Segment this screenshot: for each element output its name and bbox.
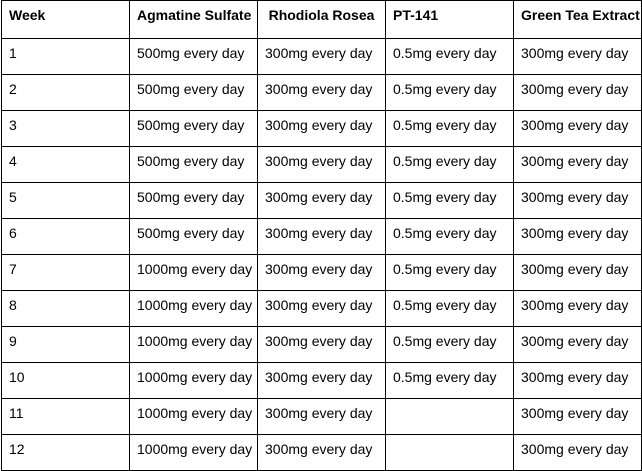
table-row xyxy=(2,291,642,327)
table-row xyxy=(2,363,642,399)
agmatine-sulfate-cell: 500mg every day xyxy=(130,219,258,255)
week-cell: 8 xyxy=(2,291,130,327)
green-tea-extract-cell: 300mg every day xyxy=(514,363,642,399)
rhodiola-rosea-cell: 300mg every day xyxy=(258,39,386,75)
week-cell: 6 xyxy=(2,219,130,255)
rhodiola-rosea-cell: 300mg every day xyxy=(258,111,386,147)
header-row xyxy=(2,1,642,39)
week-cell: 12 xyxy=(2,435,130,471)
table-row xyxy=(2,399,642,435)
table-row xyxy=(2,255,642,291)
green-tea-extract-cell: 300mg every day xyxy=(514,183,642,219)
agmatine-sulfate-cell: 1000mg every day xyxy=(130,291,258,327)
agmatine-sulfate-cell: 1000mg every day xyxy=(130,363,258,399)
green-tea-extract-cell: 300mg every day xyxy=(514,255,642,291)
table-row xyxy=(2,75,642,111)
green-tea-extract-cell: 300mg every day xyxy=(514,399,642,435)
week-cell: 4 xyxy=(2,147,130,183)
header-pt-141: PT-141 xyxy=(386,1,514,39)
table-row xyxy=(2,219,642,255)
table-row xyxy=(2,147,642,183)
green-tea-extract-cell: 300mg every day xyxy=(514,147,642,183)
table-body xyxy=(2,39,642,471)
rhodiola-rosea-cell: 300mg every day xyxy=(258,183,386,219)
week-cell: 10 xyxy=(2,363,130,399)
header-green-tea-extract: Green Tea Extract xyxy=(514,1,642,39)
week-cell: 1 xyxy=(2,39,130,75)
pt-141-cell: 0.5mg every day xyxy=(386,75,514,111)
pt-141-cell: 0.5mg every day xyxy=(386,255,514,291)
green-tea-extract-cell: 300mg every day xyxy=(514,291,642,327)
pt-141-cell: 0.5mg every day xyxy=(386,291,514,327)
pt-141-cell: 0.5mg every day xyxy=(386,219,514,255)
table-row xyxy=(2,183,642,219)
agmatine-sulfate-cell: 1000mg every day xyxy=(130,435,258,471)
green-tea-extract-cell: 300mg every day xyxy=(514,111,642,147)
rhodiola-rosea-cell: 300mg every day xyxy=(258,399,386,435)
agmatine-sulfate-cell: 500mg every day xyxy=(130,111,258,147)
pt-141-cell: 0.5mg every day xyxy=(386,147,514,183)
green-tea-extract-cell: 300mg every day xyxy=(514,39,642,75)
table-header xyxy=(2,1,642,39)
week-cell: 2 xyxy=(2,75,130,111)
rhodiola-rosea-cell: 300mg every day xyxy=(258,363,386,399)
pt-141-cell: 0.5mg every day xyxy=(386,111,514,147)
pt-141-cell: 0.5mg every day xyxy=(386,363,514,399)
pt-141-cell: 0.5mg every day xyxy=(386,39,514,75)
rhodiola-rosea-cell: 300mg every day xyxy=(258,435,386,471)
week-cell: 3 xyxy=(2,111,130,147)
table-row xyxy=(2,111,642,147)
week-cell: 11 xyxy=(2,399,130,435)
agmatine-sulfate-cell: 500mg every day xyxy=(130,39,258,75)
header-agmatine-sulfate: Agmatine Sulfate xyxy=(130,1,258,39)
rhodiola-rosea-cell: 300mg every day xyxy=(258,219,386,255)
rhodiola-rosea-cell: 300mg every day xyxy=(258,255,386,291)
header-rhodiola-rosea: Rhodiola Rosea xyxy=(258,1,386,39)
rhodiola-rosea-cell: 300mg every day xyxy=(258,327,386,363)
green-tea-extract-cell: 300mg every day xyxy=(514,75,642,111)
header-week: Week xyxy=(2,1,130,39)
rhodiola-rosea-cell: 300mg every day xyxy=(258,291,386,327)
agmatine-sulfate-cell: 500mg every day xyxy=(130,75,258,111)
pt-141-cell: 0.5mg every day xyxy=(386,183,514,219)
agmatine-sulfate-cell: 500mg every day xyxy=(130,183,258,219)
week-cell: 7 xyxy=(2,255,130,291)
green-tea-extract-cell: 300mg every day xyxy=(514,219,642,255)
agmatine-sulfate-cell: 1000mg every day xyxy=(130,327,258,363)
rhodiola-rosea-cell: 300mg every day xyxy=(258,75,386,111)
week-cell: 9 xyxy=(2,327,130,363)
green-tea-extract-cell: 300mg every day xyxy=(514,435,642,471)
rhodiola-rosea-cell: 300mg every day xyxy=(258,147,386,183)
agmatine-sulfate-cell: 1000mg every day xyxy=(130,255,258,291)
agmatine-sulfate-cell: 500mg every day xyxy=(130,147,258,183)
table-row xyxy=(2,327,642,363)
table-row xyxy=(2,435,642,471)
agmatine-sulfate-cell: 1000mg every day xyxy=(130,399,258,435)
dosage-schedule-table xyxy=(1,0,642,471)
green-tea-extract-cell: 300mg every day xyxy=(514,327,642,363)
table-row xyxy=(2,39,642,75)
pt-141-cell xyxy=(386,435,514,471)
pt-141-cell: 0.5mg every day xyxy=(386,327,514,363)
week-cell: 5 xyxy=(2,183,130,219)
pt-141-cell xyxy=(386,399,514,435)
